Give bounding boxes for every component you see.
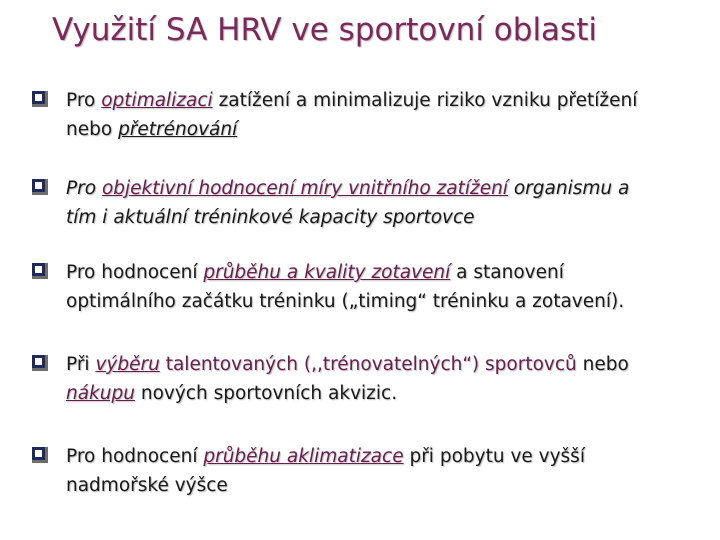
bullet-item — [32, 174, 692, 232]
checkbox-bullet-icon — [32, 179, 48, 195]
bullet-emphasis: objektivní hodnocení míry vnitřního zatížení — [101, 178, 508, 199]
bullet-text: zatížení a minimalizuje riziko vzniku přetížení — [212, 90, 638, 111]
bullet-text: Při — [66, 354, 96, 375]
bullet-item — [32, 86, 692, 144]
bullet-text: Pro hodnocení — [66, 262, 204, 283]
bullet-item — [32, 350, 692, 408]
bullet-text: nebo — [576, 354, 629, 375]
bullet-text: Pro — [66, 178, 102, 199]
checkbox-bullet-icon — [32, 263, 48, 279]
bullet-emphasis: výběru — [95, 354, 160, 375]
bullet-text: a stanovení — [450, 262, 564, 283]
bullet-text: nadmořské výšce — [66, 475, 228, 496]
bullet-text: nových sportovních akvizic. — [134, 383, 398, 404]
bullet-text: nebo — [66, 119, 119, 140]
bullet-emphasis: přetrénování — [118, 119, 238, 140]
bullet-item — [32, 442, 692, 500]
bullet-emphasis: průběhu aklimatizace — [203, 446, 404, 467]
checkbox-bullet-icon — [32, 355, 48, 371]
bullet-text: tím i aktuální tréninkové kapacity sportovce — [66, 207, 475, 228]
slide-title: Využití SA HRV ve sportovní oblasti — [52, 12, 597, 48]
checkbox-bullet-icon — [32, 91, 48, 107]
bullet-emphasis: nákupu — [66, 383, 135, 404]
bullet-text: optimálního začátku tréninku („timing“ tréninku a zotavení). — [66, 291, 625, 312]
bullet-text: při pobytu ve vyšší — [403, 446, 585, 467]
bullet-emphasis: průběhu a kvality zotavení — [203, 262, 451, 283]
bullet-text: Pro — [66, 90, 102, 111]
bullet-emphasis: talentovaných (,,trénovatelných“) sportovců — [159, 354, 577, 375]
bullet-item — [32, 258, 692, 316]
bullet-emphasis: optimalizaci — [101, 90, 213, 111]
bullet-text: organismu a — [507, 178, 630, 199]
checkbox-bullet-icon — [32, 447, 48, 463]
bullet-text: Pro hodnocení — [66, 446, 204, 467]
